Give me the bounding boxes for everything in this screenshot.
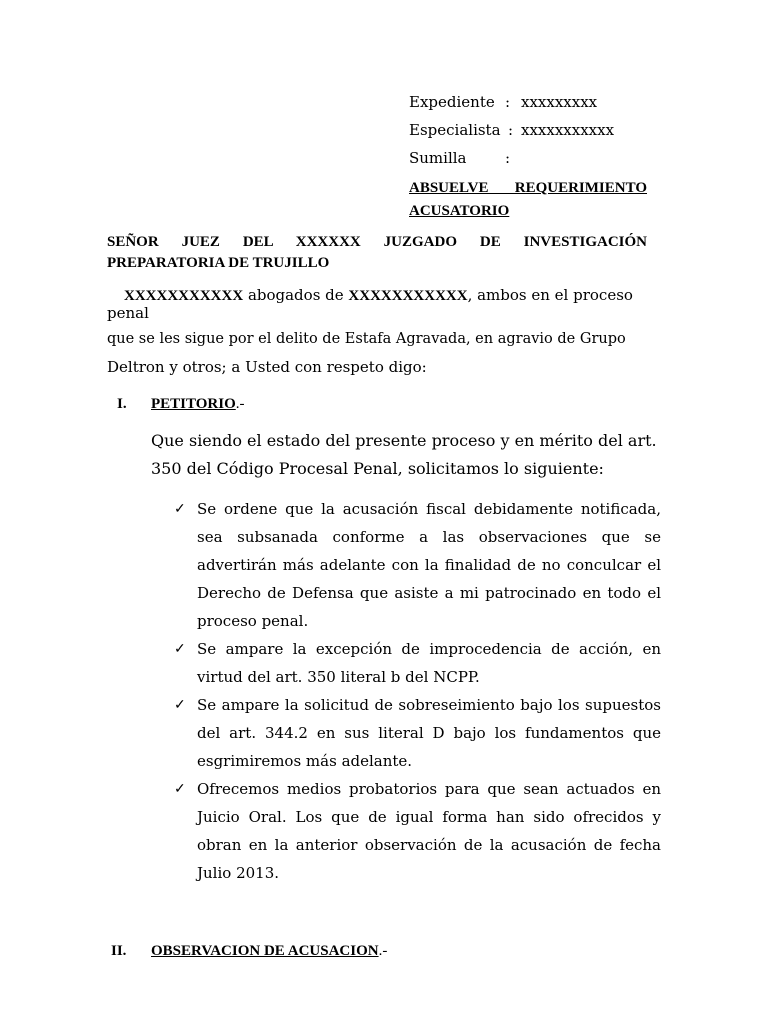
intro-line-4: Deltron y otros; a Usted con respeto digo:: [107, 358, 427, 376]
list-item: [170, 495, 661, 635]
sumilla-row: [409, 148, 521, 168]
list-item-text: Se ampare la excepción de improcedencia de acción, en virtud del art. 350 literal b del NCPP.: [197, 640, 661, 686]
section-2-title-suffix: .-: [378, 943, 388, 959]
check-icon: ✓: [174, 501, 186, 517]
intro-text-1: abogados de: [243, 286, 349, 304]
especialista-separator: :: [508, 121, 514, 139]
section-2-number: II.: [111, 943, 127, 959]
sumilla-label: Sumilla: [409, 149, 467, 167]
check-icon: ✓: [174, 697, 186, 713]
section-1-title: [151, 396, 245, 413]
lawyer-name: XXXXXXXXXXX: [124, 288, 244, 304]
expediente-value: xxxxxxxxx: [521, 93, 598, 111]
intro-line-2: penal: [107, 304, 149, 322]
expediente-label: Expediente: [409, 93, 495, 111]
list-item: [170, 691, 661, 775]
check-icon: ✓: [174, 641, 186, 657]
list-item-text: Ofrecemos medios probatorios para que sean actuados en Juicio Oral. Los que de igual forma han sido ofrecidos y obran en la anterior observación de la acusación de fecha Julio 2013.: [197, 780, 661, 882]
section-2-title: [151, 943, 387, 960]
section-1-number: I.: [117, 396, 127, 412]
petitorio-intro: Que siendo el estado del presente proceso y en mérito del art. 350 del Código Procesal Penal, solicitamos lo siguiente:: [151, 431, 657, 478]
check-icon: ✓: [174, 781, 186, 797]
intro-line-1: [107, 285, 667, 306]
addressee: SEÑOR JUEZ DEL XXXXXX JUZGADO DE INVESTIGACIÓN PREPARATORIA DE TRUJILLO: [107, 234, 647, 271]
expediente-separator: :: [505, 93, 511, 111]
especialista-row: [409, 120, 614, 140]
list-item-text: Se ampare la solicitud de sobreseimiento bajo los supuestos del art. 344.2 en sus literal D bajo los fundamentos que esgrimiremos más adelante.: [197, 696, 661, 770]
intro-line-3: que se les sigue por el delito de Estafa Agravada, en agravio de Grupo: [107, 331, 626, 347]
list-item-text: Se ordene que la acusación fiscal debidamente notificada, sea subsanada conforme a las observaciones que se advertirán más adelante con la finalidad de no conculcar el Derecho de Defensa que asiste a mi patrocinado en todo el proceso penal.: [197, 500, 661, 630]
section-2-title-text: OBSERVACION DE ACUSACION: [151, 943, 379, 959]
section-1-title-suffix: .-: [235, 396, 245, 412]
section-1-title-text: PETITORIO: [151, 396, 236, 412]
sumilla-value: ABSUELVE REQUERIMIENTO ACUSATORIO: [409, 180, 647, 219]
petitorio-list: [170, 495, 661, 887]
especialista-label: Especialista: [409, 121, 501, 139]
client-name: XXXXXXXXXXX: [348, 288, 468, 304]
sumilla-separator: :: [505, 149, 511, 167]
list-item: [170, 635, 661, 691]
especialista-value: xxxxxxxxxxx: [521, 121, 615, 139]
list-item: [170, 775, 661, 887]
intro-text-2: , ambos en el proceso: [467, 286, 633, 304]
expediente-row: [409, 92, 597, 112]
